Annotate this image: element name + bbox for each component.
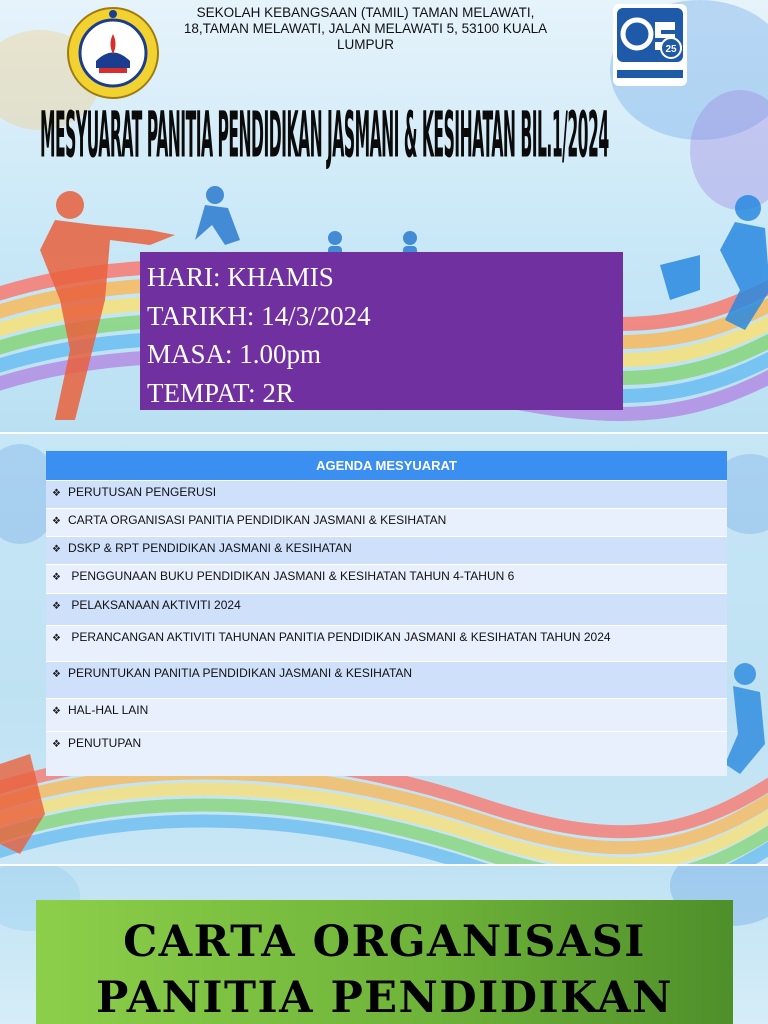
section-title-line-2: PANITIA PENDIDIKAN — [96, 973, 673, 1023]
kpm-25-logo — [613, 4, 687, 86]
agenda-item — [46, 480, 727, 508]
poster-page-1 — [0, 0, 768, 432]
meeting-time: MASA: 1.00pm — [147, 339, 322, 369]
agenda-heading — [46, 451, 727, 480]
diamond-bullet-icon: ❖ — [52, 544, 61, 555]
agenda-item — [46, 698, 727, 731]
diamond-bullet-icon: ❖ — [52, 739, 61, 750]
diamond-bullet-icon: ❖ — [52, 488, 61, 499]
school-crest-logo — [66, 6, 160, 100]
agenda-item-text: PERUTUSAN PENGERUSI — [68, 485, 217, 499]
agenda-item-text: PELAKSANAAN AKTIVITI 2024 — [68, 598, 241, 612]
section-title-banner — [36, 900, 733, 1024]
agenda-item-text: DSKP & RPT PENDIDIKAN JASMANI & KESIHATAN — [68, 541, 352, 555]
agenda-item-text: PERANCANGAN AKTIVITI TAHUNAN PANITIA PENDIDIKAN JASMANI & KESIHATAN TAHUN 2024 — [68, 630, 611, 644]
agenda-item — [46, 661, 727, 698]
poster-page-3 — [0, 866, 768, 1024]
diamond-bullet-icon: ❖ — [52, 516, 61, 527]
meeting-day: HARI: KHAMIS — [147, 262, 334, 292]
agenda-item — [46, 593, 727, 625]
agenda-item — [46, 508, 727, 536]
agenda-table — [46, 451, 727, 776]
agenda-item-text: PERUNTUKAN PANITIA PENDIDIKAN JASMANI & KESIHATAN — [68, 666, 413, 680]
diamond-bullet-icon: ❖ — [52, 601, 61, 612]
agenda-heading-text: AGENDA MESYUARAT — [316, 458, 457, 473]
diamond-bullet-icon: ❖ — [52, 572, 61, 583]
meeting-venue: TEMPAT: 2R — [147, 377, 294, 408]
agenda-item — [46, 731, 727, 776]
diamond-bullet-icon: ❖ — [52, 706, 61, 717]
agenda-item-text: CARTA ORGANISASI PANITIA PENDIDIKAN JASMANI & KESIHATAN — [68, 513, 447, 527]
agenda-item — [46, 625, 727, 661]
school-name: SEKOLAH KEBANGSAAN (TAMIL) TAMAN MELAWATI, 18,TAMAN MELAWATI, JALAN MELAWATI 5, 53100 KUALA LUMPUR — [183, 5, 548, 52]
diamond-bullet-icon: ❖ — [52, 669, 61, 680]
section-title-line-1: CARTA ORGANISASI — [123, 917, 646, 967]
meeting-info-box — [140, 252, 623, 410]
agenda-item — [46, 536, 727, 564]
meeting-title: MESYUARAT PANITIA PENDIDIKAN JASMANI & KESIHATAN BIL.1/2024 — [40, 100, 609, 174]
svg-text:25: 25 — [665, 44, 677, 55]
meeting-date: TARIKH: 14/3/2024 — [147, 300, 371, 331]
agenda-item — [46, 564, 727, 593]
agenda-item-text: HAL-HAL LAIN — [68, 703, 149, 717]
poster-page-2 — [0, 434, 768, 864]
agenda-item-text: PENGGUNAAN BUKU PENDIDIKAN JASMANI & KESIHATAN TAHUN 4-TAHUN 6 — [68, 569, 515, 583]
meeting-title-container — [40, 100, 730, 195]
section-title — [36, 914, 733, 1024]
diamond-bullet-icon: ❖ — [52, 633, 61, 644]
agenda-item-text: PENUTUPAN — [68, 736, 142, 750]
